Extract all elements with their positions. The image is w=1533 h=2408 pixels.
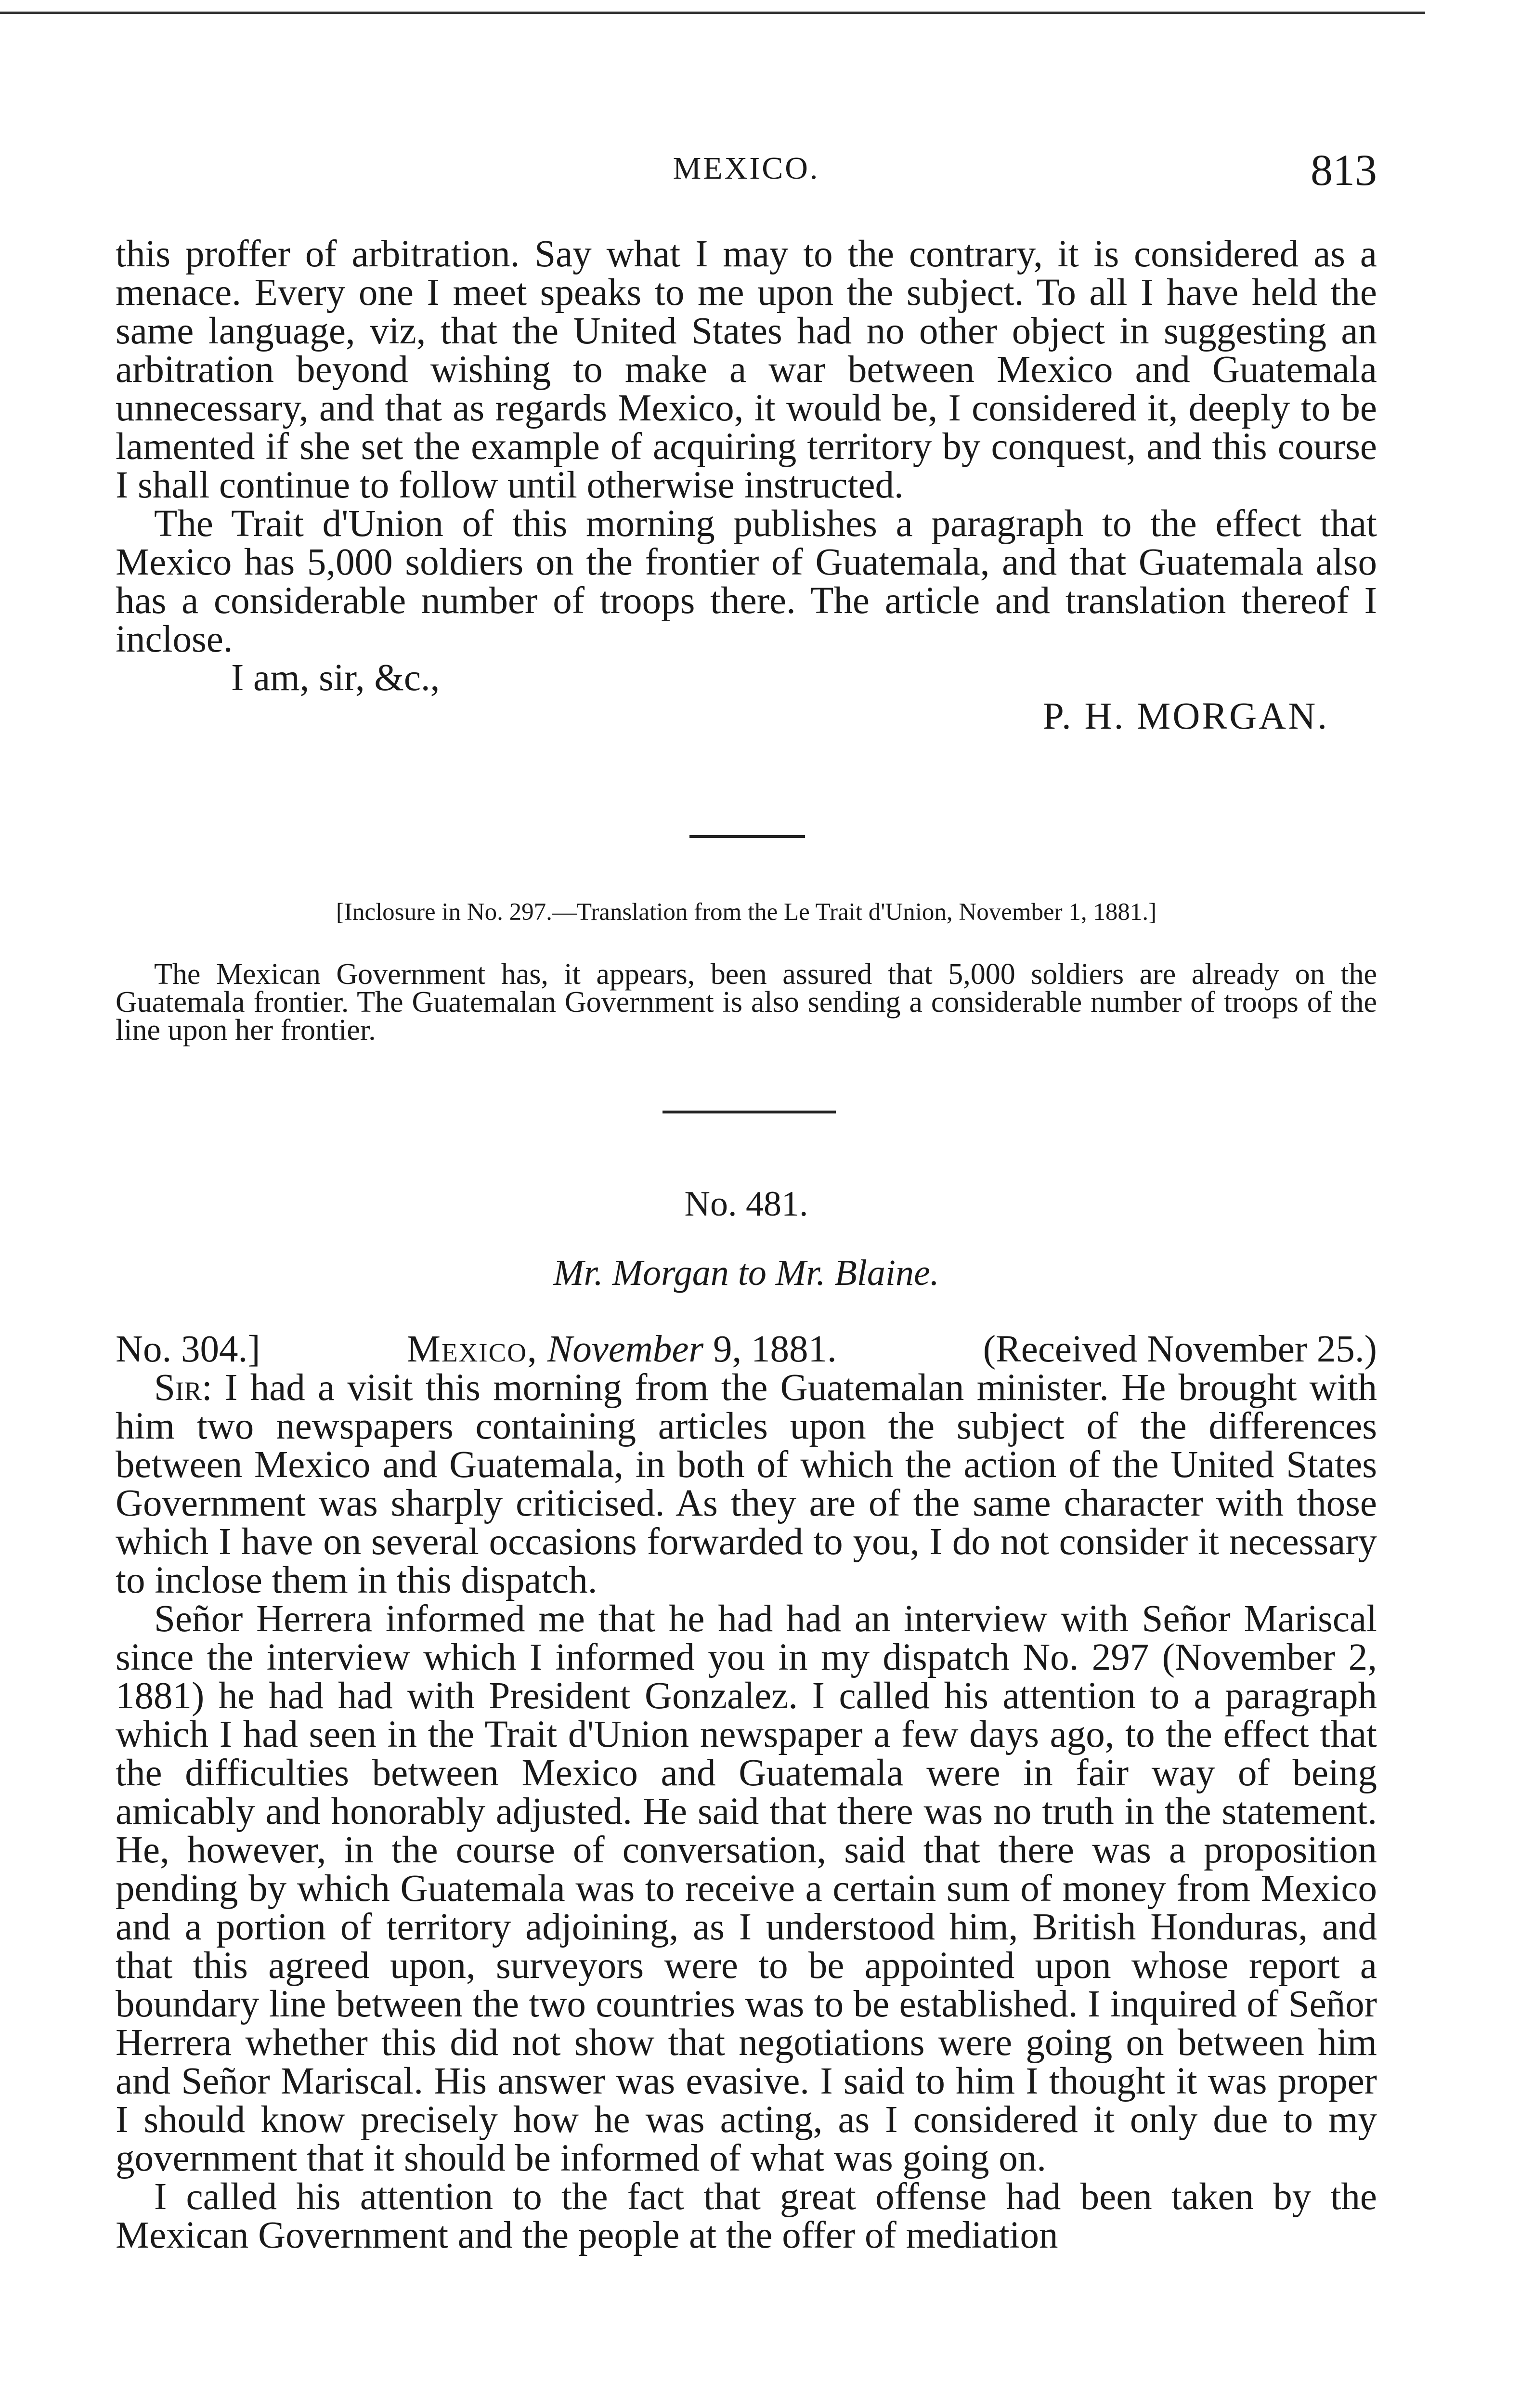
doc-heading-block <box>116 1252 1377 1294</box>
section-divider-2 <box>663 1111 836 1113</box>
dateline-month: November <box>547 1328 704 1370</box>
running-head <box>116 144 1377 197</box>
document-paragraph-3: I called his attention to the fact that great offense had been taken by the Mexican Government and the people at the offer of mediation <box>116 2176 1377 2256</box>
page-number: 813 <box>1311 145 1377 195</box>
document-number: No. 481. <box>684 1184 808 1224</box>
letter-paragraph-2: The Trait d'Union of this morning publishes a paragraph to the effect that Mexico has 5,000 soldiers on the frontier of Guatemala, and that Guatemala also has a considerable number of troops there. The article and translation thereof I inclose. <box>116 503 1377 660</box>
document-paragraph-2: Señor Herrera informed me that he had had an interview with Señor Mariscal since the interview which I informed you in my dispatch No. 297 (November 2, 1881) he had had with President Gonzalez. I called his attention to a paragraph which I had seen in the Trait d'Union newspaper a few days ago, to the effect that the difficulties between Mexico and Guatemala were in fair way of being amicably and honorably adjusted. He said that there was no truth in the statement. He, however, in the course of conversation, said that there was a proposition pending by which Guatemala was to receive a certain sum of money from Mexico and a portion of territory adjoining, as I understood him, British Honduras, and that this agreed upon, surveyors were to be appointed upon whose report a boundary line between the two countries was to be established. I inquired of Señor Herrera whether this did not show that negotiations were going on between him and Señor Mariscal. His answer was evasive. I said to him I thought it was proper I should know precisely how he was acting, as I considered it only due to my government that it should be informed of what was going on. <box>116 1598 1377 2179</box>
inclosure-block <box>116 958 1377 1047</box>
dispatch-number: No. 304.] <box>116 1328 260 1370</box>
doc-number-block <box>116 1184 1377 1225</box>
document-body <box>116 1330 1377 2255</box>
running-title: MEXICO. <box>673 151 820 186</box>
inclosure-note: [Inclosure in No. 297.—Translation from the Le Trait d'Union, November 1, 1881.] <box>336 899 1157 926</box>
letter-paragraph-1: this proffer of arbitration. Say what I may to the contrary, it is considered as a menace. Every one I meet speaks to me upon the subject. To all I have held the same language, viz, that the United States had no other object in suggesting an arbitration beyond wishing to make a war between Mexico and Guatemala unnecessary, and that as regards Mexico, it would be, I considered it, deeply to be lamented if she set the example of acquiring territory by conquest, and this course I shall continue to follow until otherwise instructed. <box>116 233 1377 506</box>
document-paragraph-1-text: I had a visit this morning from the Guatemalan minister. He brought with him two newspapers containing articles upon the subject of the differences between Mexico and Guatemala, in both of which the action of the United States Government was sharply criticised. As they are of the same character with those which I have on several occasions forwarded to you, I do not consider it necessary to inclose them in this dispatch. <box>116 1367 1377 1601</box>
inclosure-note-block <box>116 897 1377 928</box>
inclosure-text: The Mexican Government has, it appears, been assured that 5,000 soldiers are already on the Guatemala frontier. The Guatemalan Government is also sending a considerable number of troops of the line upon her frontier. <box>116 958 1377 1047</box>
letter-signature: P. H. MORGAN. <box>1042 695 1329 737</box>
document-heading: Mr. Morgan to Mr. Blaine. <box>553 1253 939 1293</box>
dateline-place: Mexico, <box>406 1328 538 1370</box>
dateline-day-year: 9, 1881. <box>713 1328 837 1370</box>
dateline-place-date <box>407 1330 837 1369</box>
received-date: (Received November 25.) <box>983 1328 1377 1370</box>
document-paragraph-1 <box>116 1369 1377 1600</box>
top-rule <box>0 12 1425 14</box>
dateline <box>116 1330 1377 1369</box>
letter-closing: I am, sir, &c., <box>231 657 440 699</box>
section-divider-1 <box>689 835 805 838</box>
salutation: Sir: <box>154 1367 212 1409</box>
letter-body <box>116 235 1377 736</box>
